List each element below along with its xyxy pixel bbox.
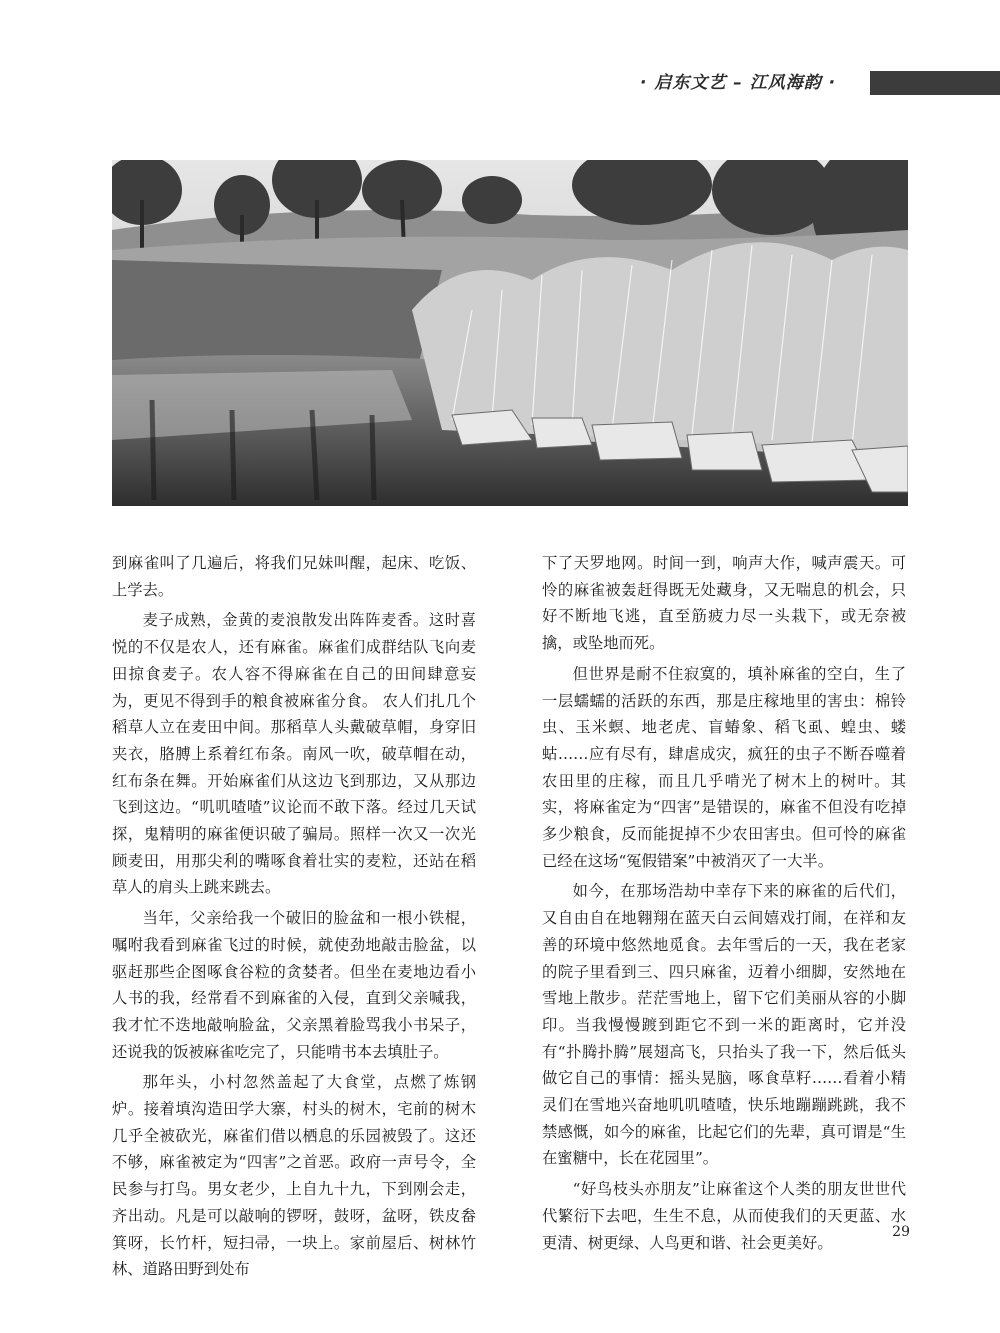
right-column xyxy=(542,550,906,1260)
running-header xyxy=(640,71,1000,95)
paragraph: 当年，父亲给我一个破旧的脸盆和一根小铁棍，嘱咐我看到麻雀飞过的时候，就使劲地敲击脸盆，以驱赶那些企图啄食谷粒的贪婪者。但坐在麦地边看小人书的我，经常看不到麻雀的入侵，直到父亲喊我，我才忙不迭地敲响脸盆，父亲黑着脸骂我小书呆子，还说我的饭被麻雀吃完了，只能啃书本去填肚子。 xyxy=(112,909,476,1061)
paragraph: 麦子成熟，金黄的麦浪散发出阵阵麦香。这时喜悦的不仅是农人，还有麻雀。麻雀们成群结队飞向麦田掠食麦子。农人容不得麻雀在自己的田间肆意妄为，更见不得到手的粮食被麻雀分食。 农人们扎几个稻草人立在麦田中间。那稻草人头戴破草帽，身穿旧夹衣，胳膊上系着红布条。南风一吹，破草帽在动，红布条在舞。开始麻雀们从这边飞到那边，又从那边飞到这边。“叽叽喳喳”议论而不敢下落。经过几天试探，鬼精明的麻雀便识破了骗局。照样一次又一次光顾麦田，用那尖利的嘴啄食着壮实的麦粒，还站在稻草人的肩头上跳来跳去。 xyxy=(112,611,476,897)
paragraph: 如今，在那场浩劫中幸存下来的麻雀的后代们，又自由自在地翱翔在蓝天白云间嬉戏打闹，在祥和友善的环境中悠然地觅食。去年雪后的一天，我在老家的院子里看到三、四只麻雀，迈着小细脚，安然地在雪地上散步。茫茫雪地上，留下它们美丽从容的小脚印。当我慢慢踱到距它不到一米的距离时，它并没有“扑腾扑腾”展翅高飞，只抬头了我一下，然后低头做它自己的事情：摇头晃脑，啄食草籽……看着小精灵们在雪地兴奋地叽叽喳喳，快乐地蹦蹦跳跳，我不禁感慨，如今的麻雀，比起它们的先辈，真可谓是“生在蜜糖中，长在花园里”。 xyxy=(542,882,906,1168)
paragraph: 那年头，小村忽然盖起了大食堂，点燃了炼钢炉。接着填沟造田学大寨，村头的树木，宅前的树木几乎全被砍光，麻雀们借以栖息的乐园被毁了。这还不够，麻雀被定为“四害”之首恶。政府一声号令，全民参与打鸟。男女老少，上自九十九，下到刚会走，齐出动。凡是可以敲响的锣呀，鼓呀，盆呀，铁皮畚箕呀，长竹杆，短扫帚，一块上。家前屋后、树林竹林、道路田野到处布 xyxy=(112,1073,476,1279)
page-number: 29 xyxy=(892,1224,910,1240)
pond-reeds-image xyxy=(112,160,908,506)
left-column xyxy=(112,550,476,1287)
header-title: · 启东文艺 – 江风海韵 · xyxy=(640,73,837,93)
landscape-photo xyxy=(112,160,908,506)
header-bar xyxy=(870,71,1000,95)
paragraph: 到麻雀叫了几遍后，将我们兄妹叫醒，起床、吃饭、上学去。 xyxy=(112,554,476,599)
paragraph: “好鸟枝头亦朋友”让麻雀这个人类的朋友世世代代繁衍下去吧，生生不息，从而使我们的天更蓝、水更清、树更绿、人鸟更和谐、社会更美好。 xyxy=(542,1180,906,1252)
paragraph: 但世界是耐不住寂寞的，填补麻雀的空白，生了一层蠕蠕的活跃的东西，那是庄稼地里的害虫：棉铃虫、玉米螟、地老虎、盲蝽象、稻飞虱、蝗虫、蝼蛄……应有尽有，肆虐成灾，疯狂的虫子不断吞噬着农田里的庄稼，而且几乎啃光了树木上的树叶。其实，将麻雀定为“四害”是错误的，麻雀不但没有吃掉多少粮食，反而能捉掉不少农田害虫。但可怜的麻雀已经在这场“冤假错案”中被消灭了一大半。 xyxy=(542,664,906,870)
paragraph: 下了天罗地网。时间一到，响声大作，喊声震天。可怜的麻雀被轰赶得既无处藏身，又无喘息的机会，只好不断地飞逃，直至筋疲力尽一头栽下，或无奈被擒，或坠地而死。 xyxy=(542,554,906,653)
